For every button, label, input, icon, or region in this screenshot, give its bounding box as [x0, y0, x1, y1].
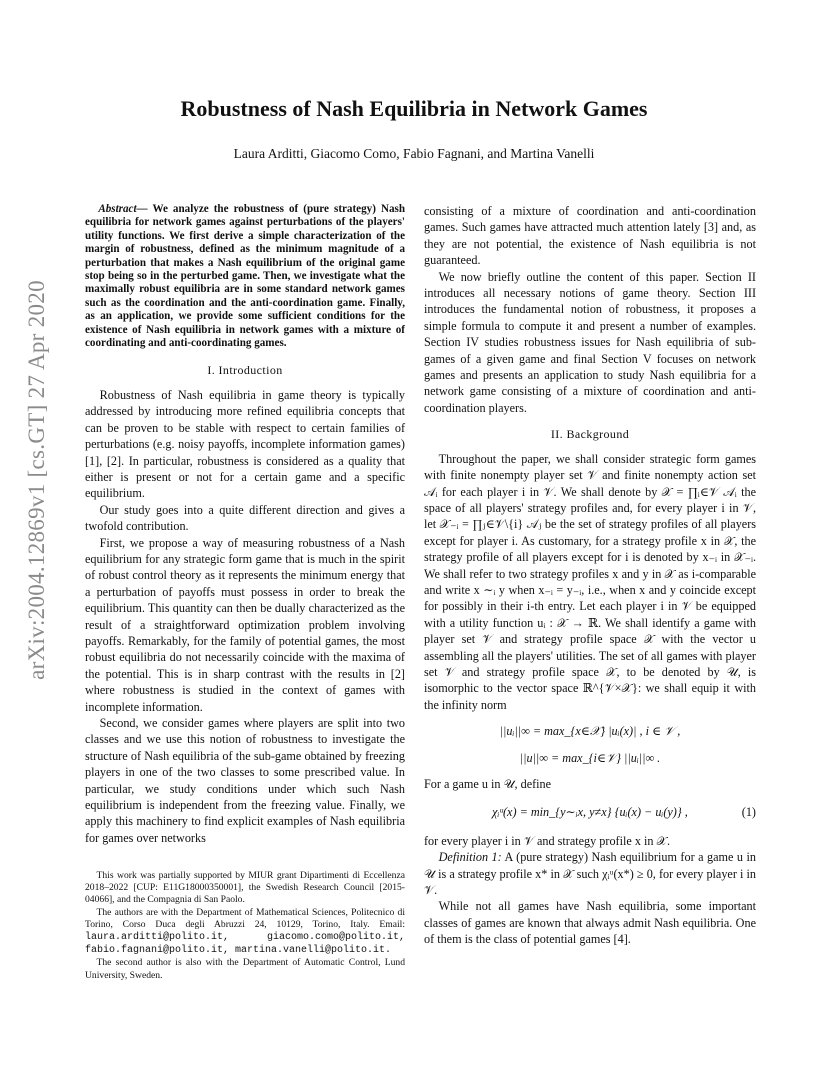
- left-column: [85, 203, 405, 846]
- outline-paragraph: We now briefly outline the content of this paper. Section II introduces all necessary notions of game theory. Section III introduces the fundamental notion of robustness, it proposes a simple formula to compute it and present a number of examples. Section IV studies robustness issues for Nash equilibria of sub-games of a given game and final Section V focuses on network games and presents an application to study Nash equilibria for a network game consisting of a mixture of coordination and anti-coordination players.: [424, 269, 756, 415]
- footnote-second-author: The second author is also with the Department of Automatic Control, Lund University, Sweden.: [85, 957, 405, 981]
- intro-paragraph: Second, we consider games where players are split into two classes and we use this notion of robustness to investigate the structure of Nash equilibria of the sub-game obtained by freezing players in one of the two classes to some prescribed value. In particular, we study conditions under which such Nash equilibrium is independent from the freezing value. Finally, we apply this machinery to find explicit examples of Nash equilibria for games over networks: [85, 716, 405, 845]
- intro-heading: I. Introduction: [207, 363, 283, 378]
- for-every-text: for every player i in 𝒱 and strategy profile x in 𝒳.: [424, 833, 671, 848]
- footnotes: [85, 870, 405, 982]
- footnote-emails[interactable]: laura.arditti@polito.it, giacomo.como@polito.it, fabio.fagnani@polito.it, martina.vanelli@polito.it.: [85, 932, 405, 957]
- intro-paragraph: Our study goes into a quite different direction and gives a twofold contribution.: [85, 502, 405, 534]
- paper-authors: Laura Arditti, Giacomo Como, Fabio Fagnani, and Martina Vanelli: [233, 146, 595, 161]
- abstract: [85, 203, 405, 350]
- equation-norm-u: ||u||∞ = max_{i∈𝒱} ||uᵢ||∞ .: [519, 750, 661, 765]
- right-column: [424, 203, 756, 948]
- arxiv-id: arXiv:2004.12869v1 [cs.GT] 27 Apr 2020: [24, 280, 49, 680]
- abstract-text: We analyze the robustness of (pure strategy) Nash equilibria for network games against perturbations of the players' utility functions. We first derive a simple characterization of the margin of robustness, defined as the minimum magnitude of a perturbation that makes a Nash equilibrium of the original game stop being so in the perturbed game. Then, we investigate what the maximally robust equilibria are in some standard network games such as the coordination and the anti-coordination game. Finally, as an application, we provide some sufficient conditions for the existence of Nash equilibria in network games with a mixture of coordinating and anti-coordinating games.: [85, 203, 405, 350]
- arxiv-stamp: [20, 280, 54, 680]
- definition-1: [424, 849, 756, 898]
- footnote-funding: This work was partially supported by MIUR grant Dipartimenti di Eccellenza 2018–2022 [CUP: E11G18000350001], the Swedish Research Council [2015-04066], and the Compagnia di San Paolo.: [85, 870, 405, 906]
- definition-label: Definition 1:: [438, 850, 502, 865]
- intro-continuation: consisting of a mixture of coordination and anti-coordination games. Such games have attracted much attention lately [3] and, as they are not potential, the existence of Nash equilibria is not guaranteed.: [424, 204, 756, 268]
- intro-paragraph: Robustness of Nash equilibria in game theory is typically addressed by introducing more refined equilibria concepts that can be proven to be stable with respect to certain families of perturbations (e.g. noisy payoffs, incomplete information games) [1], [2]. In particular, robustness is considered as a quality that either is present or not for a certain game and a specific equilibrium.: [85, 387, 405, 501]
- intro-paragraph: First, we propose a way of measuring robustness of a Nash equilibrium for any strategic form game that is much in the spirit of robust control theory as it represents the minimum energy that a perturbation of payoffs must possess in order to break the equilibrium. This quantity can then be dually characterized as the result of a straightforward optimization problem involving payoffs. Remarkably, for the family of potential games, the most robust equilibria do not necessarily coincide with the maxima of the potential. This is in sharp contrast with the results in [2] where robustness is studied in the context of games with incomplete information.: [85, 535, 405, 714]
- equation-chi-body: χᵢᵘ(x) = min_{y∼ᵢx, y≠x} {uᵢ(x) − uᵢ(y)} ,: [492, 805, 688, 820]
- closing-paragraph: While not all games have Nash equilibria, some important classes of games are known that always admit Nash equilibria. One of them is the class of potential games [4].: [424, 899, 756, 947]
- equation-chi: [424, 804, 756, 820]
- definition-text: A (pure strategy) Nash equilibrium for a game u in 𝒰 is a strategy profile x* in 𝒳 such χᵢᵘ(x*) ≥ 0, for every player i in 𝒱.: [424, 850, 756, 898]
- equation-number: (1): [741, 805, 756, 820]
- footnote-affiliation: [85, 907, 405, 958]
- abstract-label: Abstract—: [98, 203, 148, 215]
- paper-title: Robustness of Nash Equilibria in Network Games: [180, 96, 648, 121]
- footnote-affiliation-text: The authors are with the Department of Mathematical Sciences, Politecnico di Torino, Corso Duca degli Abruzzi 24, 10129, Torino, Italy. Email:: [85, 906, 405, 930]
- equation-norm-ui: ||uᵢ||∞ = max_{x∈𝒳} |uᵢ(x)| , i ∈ 𝒱 ,: [499, 724, 681, 739]
- background-heading: II. Background: [550, 427, 630, 442]
- background-paragraph: Throughout the paper, we shall consider strategic form games with finite nonempty player set 𝒱 and finite nonempty action set 𝒜ᵢ for each player i in 𝒱. We shall denote by 𝒳 = ∏ᵢ∈𝒱 𝒜ᵢ the space of all players' strategy profiles and, for every player i in 𝒱, let 𝒳₋ᵢ = ∏ⱼ∈𝒱\{i} 𝒜ⱼ be the set of strategy profiles of all players except for player i. As customary, for a strategy profile x in 𝒳, the strategy profile of all players except for i is denoted by x₋ᵢ in 𝒳₋ᵢ. We shall refer to two strategy profiles x and y in 𝒳 as i-comparable and write x ∼ᵢ y when x₋ᵢ = y₋ᵢ, i.e., when x and y coincide except for possibly in their i-th entry. Let each player i in 𝒱 be equipped with a utility function uᵢ : 𝒳 → ℝ. We shall identify a game with player set 𝒱 and strategy profile space 𝒳 with the vector u assembling all the players' utilities. The set of all games with player set 𝒱 and strategy profile space 𝒳, to be denoted by 𝒰, is isomorphic to the vector space ℝ^{𝒱×𝒳}: we shall equip it with the infinity norm: [424, 451, 756, 712]
- for-game-text: For a game u in 𝒰, define: [424, 777, 552, 791]
